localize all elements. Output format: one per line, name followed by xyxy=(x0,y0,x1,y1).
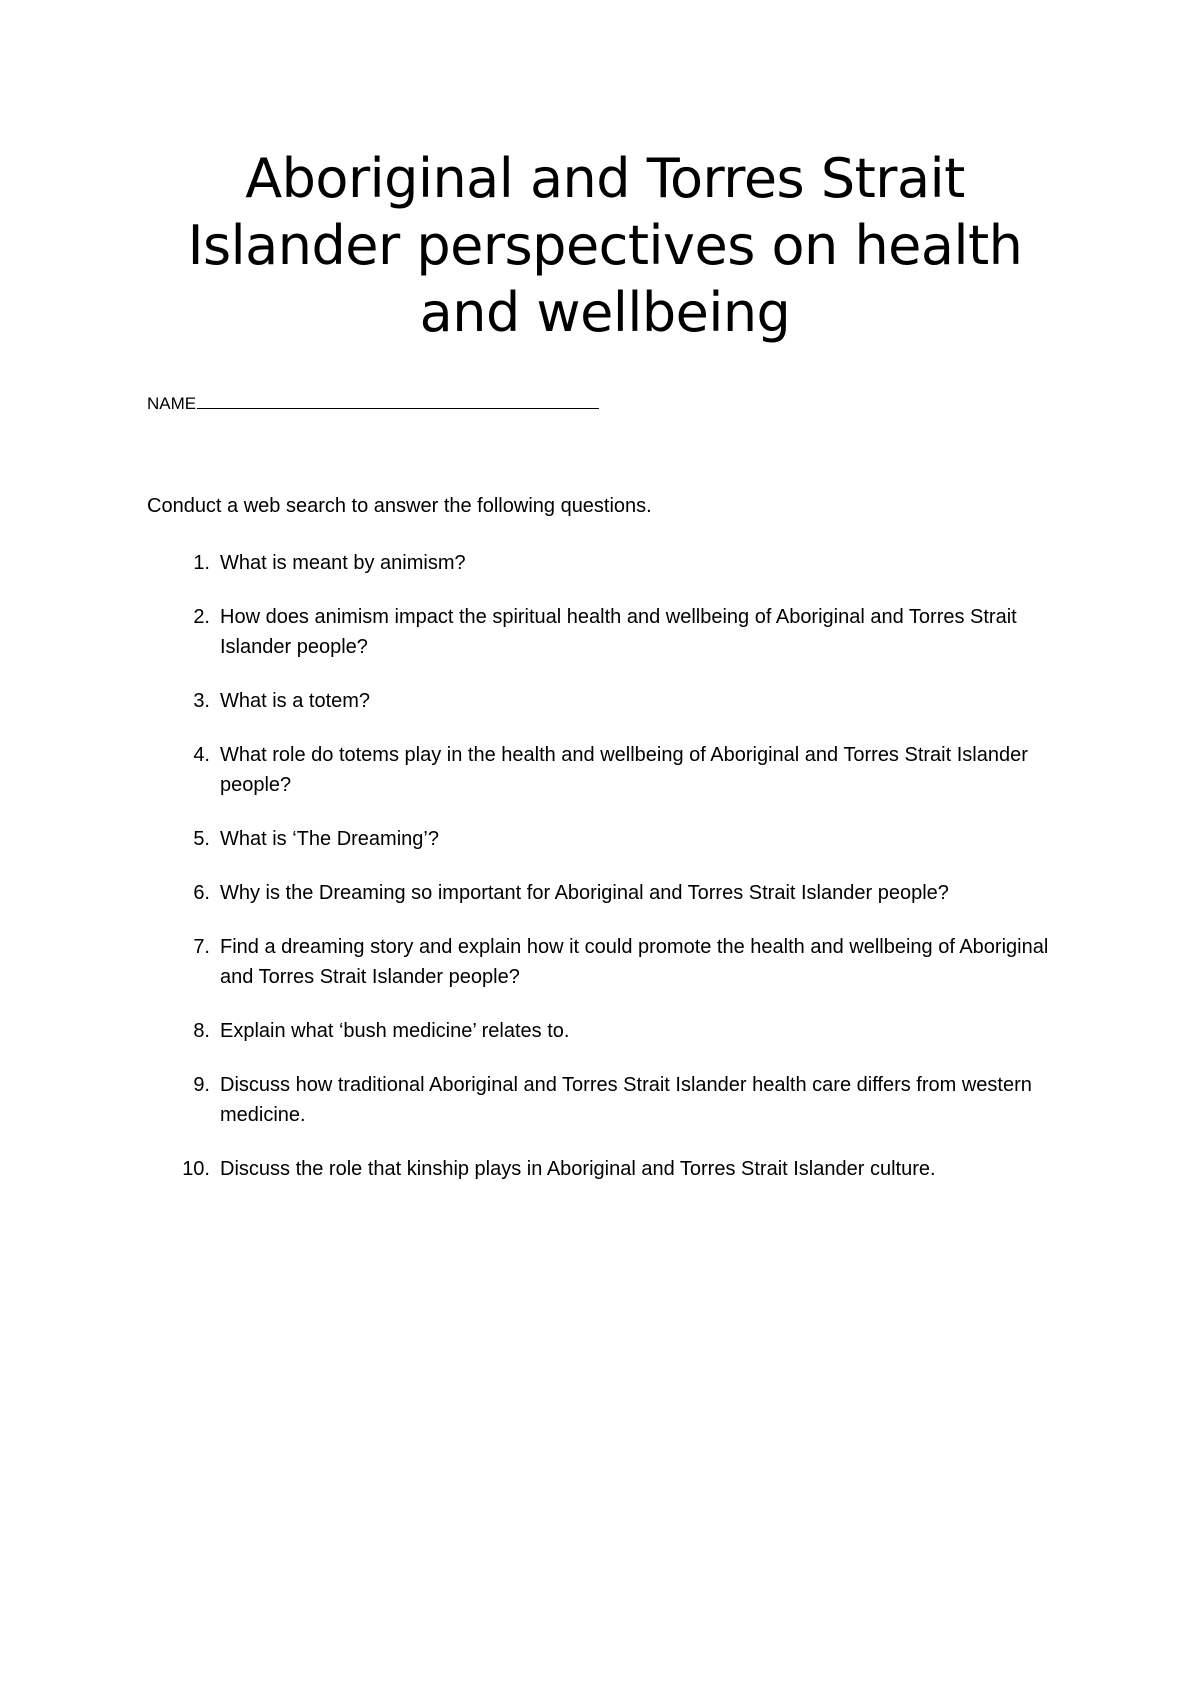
question-number: 10. xyxy=(182,1158,210,1180)
question-text: Find a dreaming story and explain how it could promote the health and wellbeing of Aboriginal and Torres Strait Islander people? xyxy=(220,936,1049,988)
document-title xyxy=(150,145,1060,346)
question-item xyxy=(0,1016,1070,1046)
question-number: 7. xyxy=(193,936,210,958)
question-number: 4. xyxy=(193,744,210,766)
question-item xyxy=(0,1070,1070,1130)
question-text: What role do totems play in the health and wellbeing of Aboriginal and Torres Strait Islander people? xyxy=(220,744,1028,796)
question-number: 3. xyxy=(193,690,210,712)
question-item xyxy=(0,602,1070,662)
question-text: Why is the Dreaming so important for Aboriginal and Torres Strait Islander people? xyxy=(220,882,949,904)
question-text: What is ‘The Dreaming’? xyxy=(220,828,439,850)
question-item xyxy=(0,878,1070,908)
question-number: 9. xyxy=(193,1074,210,1096)
question-number: 5. xyxy=(193,828,210,850)
name-label: NAME xyxy=(147,394,197,413)
question-item xyxy=(0,740,1070,800)
question-text: How does animism impact the spiritual health and wellbeing of Aboriginal and Torres Strait Islander people? xyxy=(220,606,1017,658)
question-text: What is meant by animism? xyxy=(220,552,466,574)
question-item xyxy=(0,1154,1070,1184)
question-number: 1. xyxy=(193,552,210,574)
instructions-text: Conduct a web search to answer the following questions. xyxy=(147,495,652,517)
question-item xyxy=(0,686,1070,716)
question-list xyxy=(0,548,1200,1208)
question-number: 2. xyxy=(193,606,210,628)
question-item xyxy=(0,824,1070,854)
question-text: Discuss how traditional Aboriginal and Torres Strait Islander health care differs from western medicine. xyxy=(220,1074,1032,1126)
name-field xyxy=(147,392,599,416)
question-text: Explain what ‘bush medicine’ relates to. xyxy=(220,1020,570,1042)
question-item xyxy=(0,932,1070,992)
name-blank-line xyxy=(197,392,599,409)
title-line-3: and wellbeing xyxy=(419,281,791,344)
question-number: 8. xyxy=(193,1020,210,1042)
title-line-1: Aboriginal and Torres Strait xyxy=(245,147,965,210)
title-line-2: Islander perspectives on health xyxy=(187,214,1023,277)
question-text: Discuss the role that kinship plays in Aboriginal and Torres Strait Islander culture. xyxy=(220,1158,936,1180)
question-number: 6. xyxy=(193,882,210,904)
question-item xyxy=(0,548,1070,578)
question-text: What is a totem? xyxy=(220,690,371,712)
